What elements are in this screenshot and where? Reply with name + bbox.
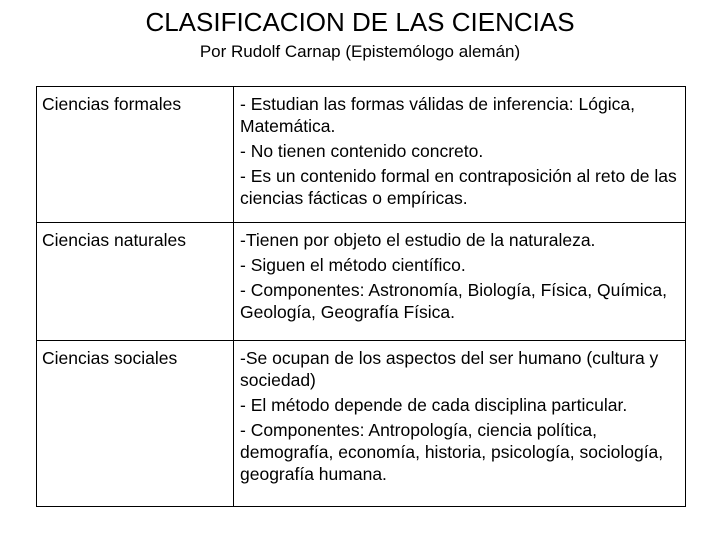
description-line: -Tienen por objeto el estudio de la naturaleza. bbox=[240, 230, 596, 250]
table-row-formales bbox=[37, 87, 686, 223]
description-line: - Componentes: Astronomía, Biología, Física, Química, Geología, Geografía Física. bbox=[240, 280, 667, 322]
table-row-sociales bbox=[37, 341, 686, 507]
science-description-cell bbox=[234, 341, 686, 507]
description-line: - Estudian las formas válidas de inferencia: Lógica, Matemática. bbox=[240, 94, 635, 136]
table-row-naturales bbox=[37, 223, 686, 341]
classification-table bbox=[36, 86, 686, 507]
science-name-cell: Ciencias sociales bbox=[37, 341, 234, 507]
description-line: - Es un contenido formal en contraposición al reto de las ciencias fácticas o empíricas. bbox=[240, 166, 677, 208]
science-name-cell: Ciencias formales bbox=[37, 87, 234, 223]
description-line: - No tienen contenido concreto. bbox=[240, 141, 484, 161]
description-line: - Componentes: Antropología, ciencia política, demografía, economía, historia, psicología, sociología, geografía humana. bbox=[240, 420, 664, 484]
science-description-cell bbox=[234, 87, 686, 223]
description-line: -Se ocupan de los aspectos del ser humano (cultura y sociedad) bbox=[240, 348, 659, 390]
description-line: - El método depende de cada disciplina particular. bbox=[240, 395, 628, 415]
science-name-cell: Ciencias naturales bbox=[37, 223, 234, 341]
page-title: CLASIFICACION DE LAS CIENCIAS bbox=[145, 7, 575, 37]
description-line: - Siguen el método científico. bbox=[240, 255, 466, 275]
page-subtitle: Por Rudolf Carnap (Epistemólogo alemán) bbox=[199, 42, 521, 61]
science-description-cell bbox=[234, 223, 686, 341]
